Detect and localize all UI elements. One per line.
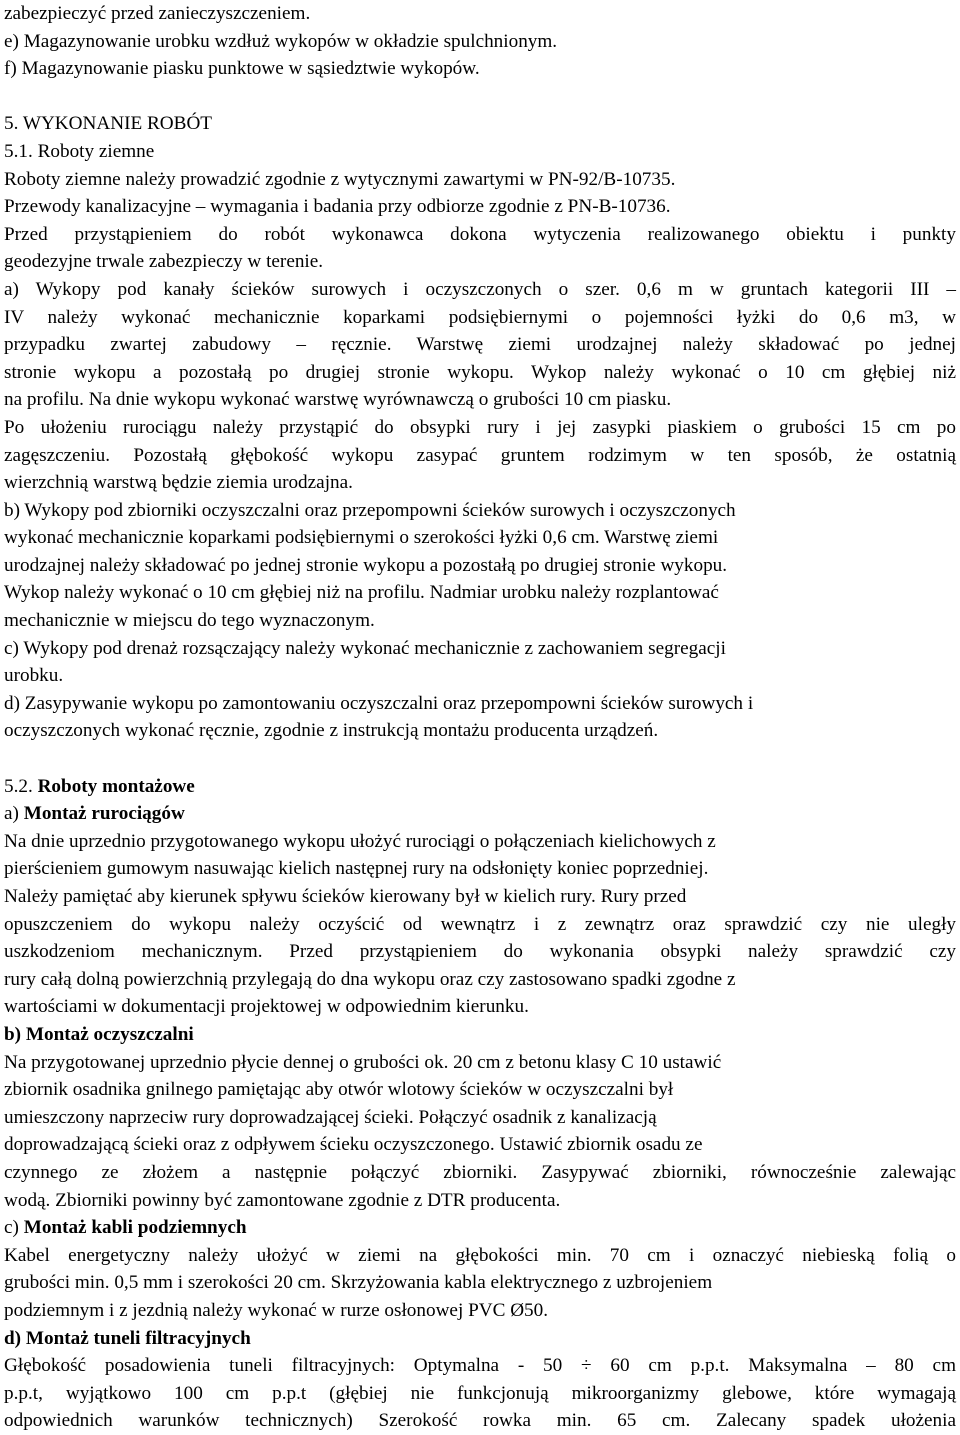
text-line: Wykop należy wykonać o 10 cm głębiej niż na profilu. Nadmiar urobku należy rozplantować	[4, 582, 719, 604]
text-line: zagęszczeniu. Pozostałą głębokość wykopu zasypać gruntem rodzimym w ten sposób, że ostatnią	[4, 444, 956, 466]
text-line: b) Wykopy pod zbiorniki oczyszczalni oraz przepompowni ścieków surowych i oczyszczonych	[4, 499, 736, 521]
text-line: czynnego ze złożem a następnie połączyć zbiorniki. Zasypywać zbiorniki, równocześnie zalewając	[4, 1161, 956, 1183]
heading-text: Montaż oczyszczalni	[25, 1023, 194, 1045]
heading-montaz-oczyszczalni	[4, 1021, 956, 1049]
text-line: c) Wykopy pod drenaż rozsączający należy wykonać mechanicznie z zachowaniem segregacji	[4, 637, 726, 659]
text-line: zbiornik osadnika gnilnego pamiętając aby otwór wlotowy ścieków w oczyszczalni był	[4, 1079, 674, 1101]
text-line: Należy pamiętać aby kierunek spływu ścieków kierowany był w kielich rury. Rury przed	[4, 886, 687, 907]
heading-number: 5.2.	[4, 775, 38, 797]
text-line: pierścieniem gumowym nasuwając kielich następnej rury na odsłonięty koniec poprzedniej.	[4, 858, 709, 880]
text-line: doprowadzającą ścieki oraz z odpływem ścieku oczyszczonego. Ustawić zbiornik osadu ze	[4, 1134, 703, 1156]
text-line: urobku.	[4, 665, 64, 687]
heading-montaz-kabli	[4, 1214, 956, 1242]
text-line: opuszczeniem do wykopu należy oczyścić od wewnątrz i z zewnątrz oraz sprawdzić czy nie uległy	[4, 913, 956, 935]
text-line: oczyszczonych wykonać ręcznie, zgodnie z instrukcją montażu producenta urządzeń.	[4, 720, 659, 742]
text-line: Roboty ziemne należy prowadzić zgodnie z wytycznymi zawartymi w PN-92/B-10735.	[4, 168, 676, 190]
text-line: wykonać mechanicznie koparkami podsiębiernymi o szerokości łyżki 0,6 cm. Warstwę ziemi	[4, 527, 719, 549]
text-line: geodezyjne trwale zabezpieczy w terenie.	[4, 251, 324, 273]
document-page	[4, 0, 956, 1435]
subsection-heading-roboty-montazowe	[4, 773, 956, 801]
text-line: Przewody kanalizacyjne – wymagania i badania przy odbiorze zgodnie z PN-B-10736.	[4, 196, 671, 218]
text-line: d) Zasypywanie wykopu po zamontowaniu oczyszczalni oraz przepompowni ścieków surowych i	[4, 692, 754, 714]
text-line: Głębokość posadowienia tuneli filtracyjnych: Optymalna - 50 ÷ 60 cm p.p.t. Maksymalna – 80 cm	[4, 1355, 956, 1377]
text-line: a) Wykopy pod kanały ścieków surowych i oczyszczonych o szer. 0,6 m w gruntach kategorii III –	[4, 278, 956, 300]
heading-text: Montaż rurociągów	[23, 803, 185, 825]
text-line: rury całą dolną powierzchnią przylegają do dna wykopu oraz czy zastosowano spadki zgodne z	[4, 968, 736, 990]
text-line: grubości min. 0,5 mm i szerokości 20 cm. Skrzyżowania kabla elektrycznego z uzbrojeniem	[4, 1272, 713, 1294]
heading-montaz-tuneli	[4, 1325, 956, 1353]
text-line: na profilu. Na dnie wykopu wykonać warstwę wyrównawczą o grubości 10 cm piasku.	[4, 389, 672, 411]
text-line: wierzchnią warstwą będzie ziemia urodzajna.	[4, 472, 353, 494]
text-line: e) Magazynowanie urobku wzdłuż wykopów w okładzie spulchnionym.	[4, 30, 558, 52]
heading-prefix: a)	[4, 803, 24, 825]
text-line: urodzajnej należy składować po jednej stronie wykopu a pozostałą po drugiej stronie wykopu.	[4, 554, 728, 576]
heading-text: Montaż kabli podziemnych	[23, 1217, 247, 1239]
text-line: wodą. Zbiorniki powinny być zamontowane zgodnie z DTR producenta.	[4, 1189, 561, 1211]
text-line: Po ułożeniu rurociągu należy przystąpić do obsypki rury i jej zasypki piaskiem o grubości 15 cm po	[4, 416, 956, 438]
section-heading: 5. WYKONANIE ROBÓT	[4, 113, 213, 135]
text-line: Na przygotowanej uprzednio płycie dennej o grubości ok. 20 cm z betonu klasy C 10 ustawić	[4, 1051, 722, 1073]
heading-prefix: d)	[4, 1327, 26, 1349]
heading-text: Roboty montażowe	[37, 775, 195, 797]
text-line: Przed przystąpieniem do robót wykonawca dokona wytyczenia realizowanego obiektu i punkty	[4, 223, 956, 245]
text-line: p.p.t, wyjątkowo 100 cm p.p.t (głębiej nie funkcjonują mikroorganizmy glebowe, które wymagają	[4, 1382, 956, 1404]
blank-line	[4, 745, 956, 773]
text-line: wartościami w dokumentacji projektowej w odpowiednim kierunku.	[4, 996, 529, 1018]
text-line: mechanicznie w miejscu do tego wyznaczonym.	[4, 610, 375, 632]
text-line: IV należy wykonać mechanicznie koparkami podsiębiernymi o pojemności łyżki do 0,6 m3, w	[4, 306, 956, 328]
text-line: Na dnie uprzednio przygotowanego wykopu ułożyć rurociągi o połączeniach kielichowych z	[4, 830, 716, 852]
blank-line	[4, 83, 956, 111]
text-line: przypadku zwartej zabudowy – ręcznie. Warstwę ziemi urodzajnej należy składować po jednej	[4, 334, 956, 356]
text-line: odpowiednich warunków technicznych) Szerokość rowka min. 65 cm. Zalecany spadek ułożenia	[4, 1410, 956, 1432]
text-line: umieszczony naprzeciw rury doprowadzającej ścieki. Połączyć osadnik z kanalizacją	[4, 1106, 657, 1128]
subsection-heading: 5.1. Roboty ziemne	[4, 140, 155, 162]
text-line: uszkodzeniom mechanicznym. Przed przystąpieniem do wykonania obsypki należy sprawdzić czy	[4, 941, 956, 963]
heading-montaz-rurociagow	[4, 800, 956, 828]
heading-prefix: c)	[4, 1217, 24, 1239]
heading-prefix: b)	[4, 1023, 26, 1045]
heading-text: Montaż tuneli filtracyjnych	[25, 1327, 251, 1349]
text-line: zabezpieczyć przed zanieczyszczeniem.	[4, 3, 311, 24]
text-line: Kabel energetyczny należy ułożyć w ziemi na głębokości min. 70 cm i oznaczyć niebieską folią o	[4, 1244, 956, 1266]
text-line: podziemnym i z jezdnią należy wykonać w rurze osłonowej PVC Ø50.	[4, 1299, 549, 1321]
text-line: f) Magazynowanie piasku punktowe w sąsiedztwie wykopów.	[4, 58, 480, 80]
text-line: stronie wykopu a pozostałą po drugiej stronie wykopu. Wykop należy wykonać o 10 cm głębiej niż	[4, 361, 956, 383]
